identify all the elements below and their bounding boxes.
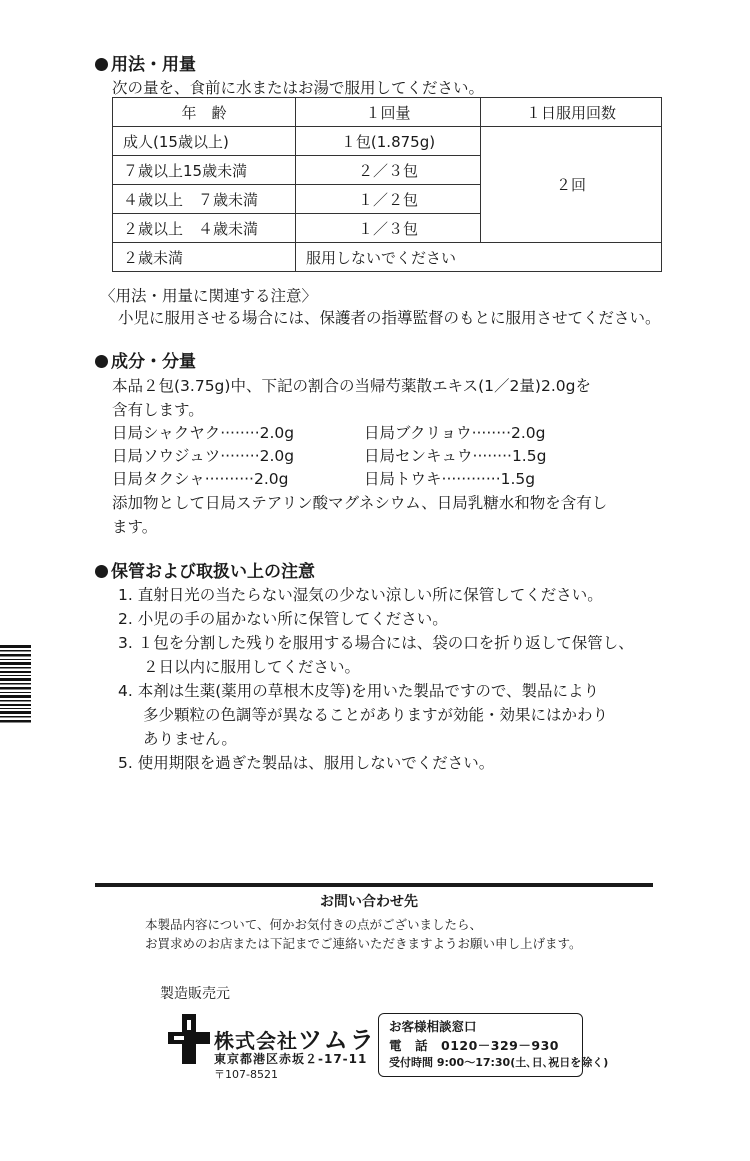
row-age: ２歳未満 <box>113 243 296 272</box>
storage-heading: 保管および取扱い上の注意 <box>95 557 315 582</box>
ingredients-heading: 成分・分量 <box>95 347 196 372</box>
row-age: 成人(15歳以上) <box>113 127 296 156</box>
row-note: 服用しないでください <box>296 243 662 272</box>
ingredients-line1: 本品２包(3.75g)中、下記の割合の当帰芍薬散エキス(1／2量)2.0gを <box>112 377 591 395</box>
row-dose: １／２包 <box>296 185 481 214</box>
table-row <box>113 127 662 156</box>
row-dose: １／３包 <box>296 214 481 243</box>
additive-line2: ます。 <box>112 518 158 536</box>
row-dose: ２／３包 <box>296 156 481 185</box>
barcode-fragment <box>0 645 31 723</box>
usage-intro: 次の量を、食前に水またはお湯で服用してください。 <box>112 79 485 97</box>
contact-line2: お買求めのお店または下記までご連絡いただきますようお願い申し上げます。 <box>145 936 582 951</box>
list-item-continuation: 多少顆粒の色調等が異なることがありますが効能・効果にはかわり <box>143 706 609 724</box>
row-age: ４歳以上 ７歳未満 <box>113 185 296 214</box>
list-item-continuation: ありません。 <box>143 730 237 748</box>
contact-title: お問い合わせ先 <box>320 894 418 910</box>
dosage-table <box>112 97 662 272</box>
company-name: 株式会社ツムラ <box>214 1026 376 1054</box>
ingredient-item: 日局センキュウ········1.5g <box>364 447 547 465</box>
ingredients-line2: 含有します。 <box>112 401 204 419</box>
ingredient-item: 日局タクシャ··········2.0g <box>112 470 289 488</box>
list-item: 1. 直射日光の当たらない湿気の少ない涼しい所に保管してください。 <box>118 586 603 604</box>
bullet-icon <box>95 58 108 71</box>
usage-heading: 用法・用量 <box>95 50 196 75</box>
customer-support-box <box>378 1013 609 1077</box>
bullet-icon <box>95 355 108 368</box>
row-age: ７歳以上15歳未満 <box>113 156 296 185</box>
support-phone: 電 話 0120－329－930 <box>389 1038 559 1053</box>
divider <box>95 883 653 887</box>
related-notice-text: 小児に服用させる場合には、保護者の指導監督のもとに服用させてください。 <box>118 309 661 327</box>
additive-line1: 添加物として日局ステアリン酸マグネシウム、日局乳糖水和物を含有し <box>112 494 608 512</box>
postal-code: 〒107-8521 <box>214 1068 278 1081</box>
table-header-row <box>113 98 662 127</box>
bullet-icon <box>95 565 108 578</box>
company-address: 東京都港区赤坂２-17-11 <box>214 1052 368 1066</box>
contact-line1: 本製品内容について、何かお気付きの点がございましたら、 <box>145 917 483 932</box>
list-item: 3. １包を分割した残りを服用する場合には、袋の口を折り返して保管し、 <box>118 634 634 652</box>
support-hours: 受付時間 9:00〜17:30(土､日､祝日を除く) <box>389 1056 609 1069</box>
related-notice-title: 〈用法・用量に関連する注意〉 <box>100 287 318 305</box>
list-item: 4. 本剤は生薬(薬用の草根木皮等)を用いた製品ですので、製品により <box>118 682 600 700</box>
ingredient-item: 日局トウキ············1.5g <box>364 470 536 488</box>
header-dose: １回量 <box>296 98 481 127</box>
list-item-continuation: ２日以内に服用してください。 <box>143 658 361 676</box>
row-age: ２歳以上 ４歳未満 <box>113 214 296 243</box>
header-times: １日服用回数 <box>481 98 662 127</box>
ingredient-item: 日局ブクリョウ········2.0g <box>364 424 546 442</box>
table-row <box>113 243 662 272</box>
support-title: お客様相談窓口 <box>389 1019 477 1034</box>
list-item: 5. 使用期限を過ぎた製品は、服用しないでください。 <box>118 754 495 772</box>
manufacturer-label: 製造販売元 <box>160 986 230 1002</box>
list-item: 2. 小児の手の届かない所に保管してください。 <box>118 610 448 628</box>
ingredient-item: 日局ソウジュツ········2.0g <box>112 447 295 465</box>
header-age: 年 齢 <box>113 98 296 127</box>
row-dose: １包(1.875g) <box>296 127 481 156</box>
tsumura-cross-logo-icon <box>168 1014 210 1064</box>
times-cell: ２回 <box>481 127 662 243</box>
ingredient-item: 日局シャクヤク········2.0g <box>112 424 295 442</box>
